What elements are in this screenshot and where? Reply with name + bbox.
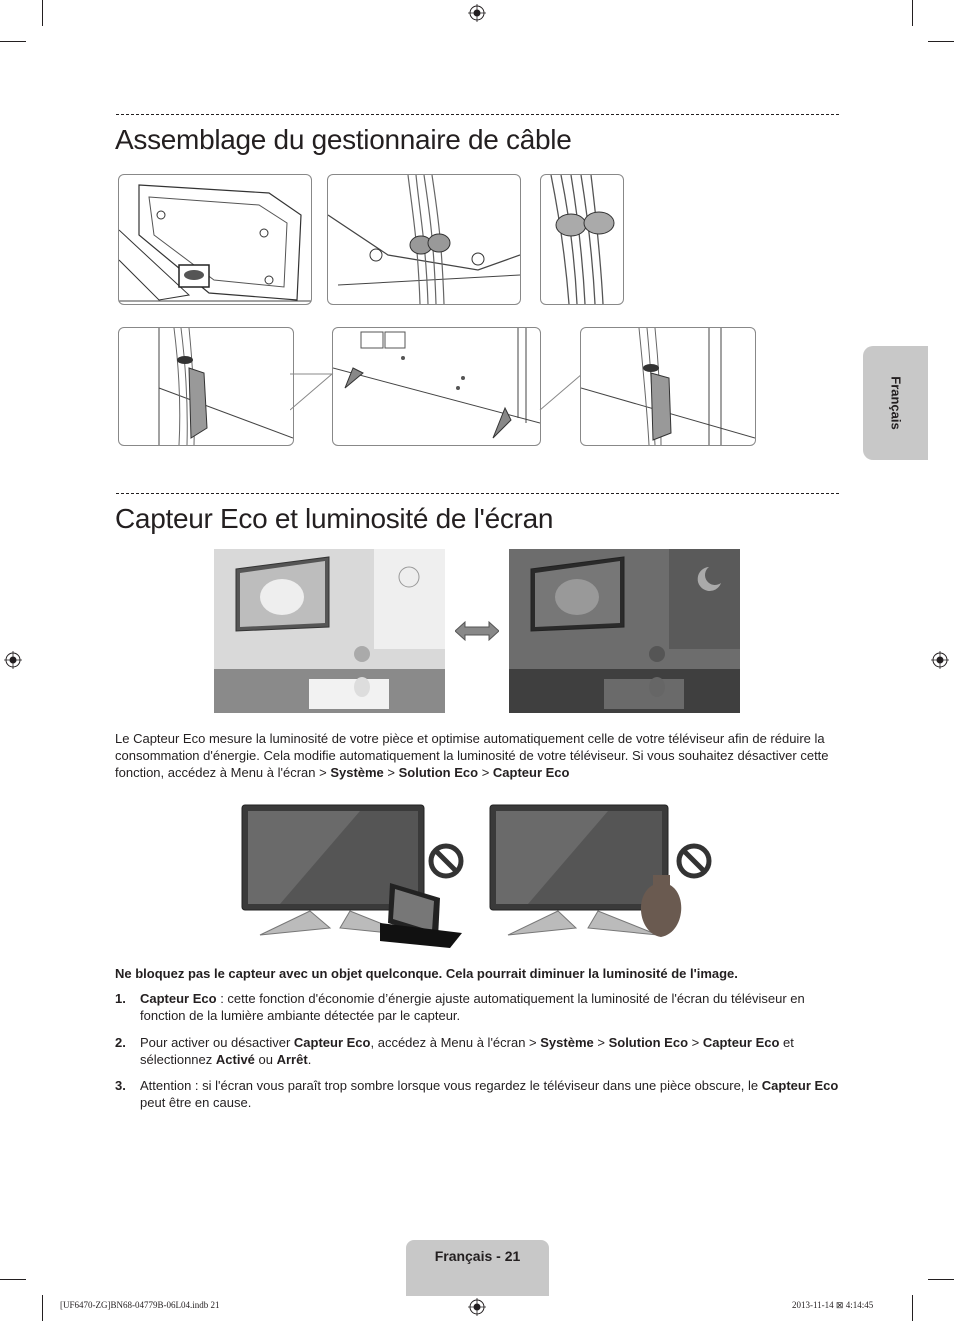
menu-path-separator: > bbox=[383, 765, 399, 780]
registration-mark-icon bbox=[468, 4, 486, 22]
bold-term: Activé bbox=[215, 1052, 255, 1067]
cable-tv-back-view bbox=[332, 327, 541, 446]
list-item-text bbox=[140, 1034, 840, 1068]
list-item-text bbox=[140, 1077, 840, 1111]
crop-mark bbox=[42, 1295, 43, 1321]
section-divider bbox=[116, 493, 839, 494]
double-arrow-icon bbox=[455, 620, 499, 642]
text: : cette fonction d'économie d’énergie ajuste automatiquement la luminosité de l'écran du téléviseur en fonction de la lumière ambiante détectée par le capteur. bbox=[140, 991, 805, 1023]
menu-path-separator: > bbox=[478, 765, 493, 780]
text: . bbox=[307, 1052, 312, 1067]
crop-mark bbox=[928, 1279, 954, 1280]
registration-mark-icon bbox=[931, 651, 949, 669]
bold-term: Capteur Eco bbox=[761, 1078, 839, 1093]
list-number: 2. bbox=[115, 1035, 126, 1050]
section-title-cable-manager: Assemblage du gestionnaire de câble bbox=[115, 124, 572, 155]
crop-mark bbox=[912, 1295, 913, 1321]
bold-term: Solution Eco bbox=[608, 1035, 689, 1050]
warning-text: Ne bloquez pas le capteur avec un objet quelconque. Cela pourrait diminuer la luminosité de l'image. bbox=[115, 966, 738, 981]
bold-term: Système bbox=[540, 1035, 594, 1050]
text: et sélectionnez bbox=[140, 1035, 794, 1067]
menu-path-eco-sensor: Capteur Eco bbox=[492, 765, 570, 780]
language-side-tab bbox=[863, 346, 928, 460]
page-number-tab bbox=[406, 1240, 549, 1296]
crop-mark bbox=[928, 41, 954, 42]
section-divider bbox=[116, 114, 839, 115]
tv-blocked-by-vase-illustration bbox=[488, 803, 718, 953]
crop-mark bbox=[0, 41, 26, 42]
section-title-eco-sensor: Capteur Eco et luminosité de l'écran bbox=[115, 503, 554, 534]
bright-room-photo bbox=[214, 549, 445, 713]
text: > bbox=[688, 1035, 703, 1050]
text: Attention : si l'écran vous paraît trop sombre lorsque vous regardez le téléviseur dans une pièce obscure, le bbox=[140, 1078, 762, 1093]
language-side-tab-label: Français bbox=[888, 376, 903, 430]
bold-term: Arrêt bbox=[276, 1052, 308, 1067]
menu-path-system: Système bbox=[330, 765, 384, 780]
text: peut être en cause. bbox=[140, 1095, 252, 1110]
page-number-label: Français - 21 bbox=[434, 1248, 521, 1264]
list-number: 3. bbox=[115, 1078, 126, 1093]
crop-mark bbox=[912, 0, 913, 26]
print-slug-right: 2013-11-14 ⊠ 4:14:45 bbox=[792, 1300, 874, 1310]
crop-mark bbox=[0, 1279, 26, 1280]
bold-term: Capteur Eco bbox=[293, 1035, 371, 1050]
crop-mark bbox=[42, 0, 43, 26]
dark-room-photo bbox=[509, 549, 740, 713]
text: ou bbox=[254, 1052, 277, 1067]
registration-mark-icon bbox=[4, 651, 22, 669]
eco-sensor-description bbox=[115, 730, 840, 781]
text: , accédez à Menu à l'écran > bbox=[370, 1035, 541, 1050]
bold-term: Capteur Eco bbox=[140, 991, 217, 1006]
print-slug-left: [UF6470-ZG]BN68-04779B-06L04.indb 21 bbox=[60, 1300, 220, 1310]
cable-detail-left bbox=[118, 327, 294, 446]
list-number: 1. bbox=[115, 991, 126, 1006]
text: Pour activer ou désactiver bbox=[140, 1035, 294, 1050]
description-text: Le Capteur Eco mesure la luminosité de votre pièce et optimise automatiquement celle de votre téléviseur afin de réduire la consommation d'énergie. Cela modifie automatiquement la luminosité de votre téléviseur. Si vous souhaitez désactiver cette fonction, accédez à Menu à l'écran > bbox=[115, 731, 829, 780]
cable-step-illustration-1 bbox=[118, 174, 312, 305]
bold-term: Capteur Eco bbox=[702, 1035, 780, 1050]
menu-path-eco-solution: Solution Eco bbox=[398, 765, 479, 780]
list-item-text bbox=[140, 990, 840, 1024]
cable-detail-right bbox=[580, 327, 756, 446]
callout-pointer bbox=[538, 372, 582, 412]
cable-step-illustration-2 bbox=[327, 174, 521, 305]
cable-step-illustration-3 bbox=[540, 174, 624, 305]
registration-mark-icon bbox=[468, 1298, 486, 1316]
callout-pointer bbox=[290, 372, 334, 412]
tv-blocked-by-frame-illustration bbox=[240, 803, 470, 953]
text: > bbox=[593, 1035, 609, 1050]
